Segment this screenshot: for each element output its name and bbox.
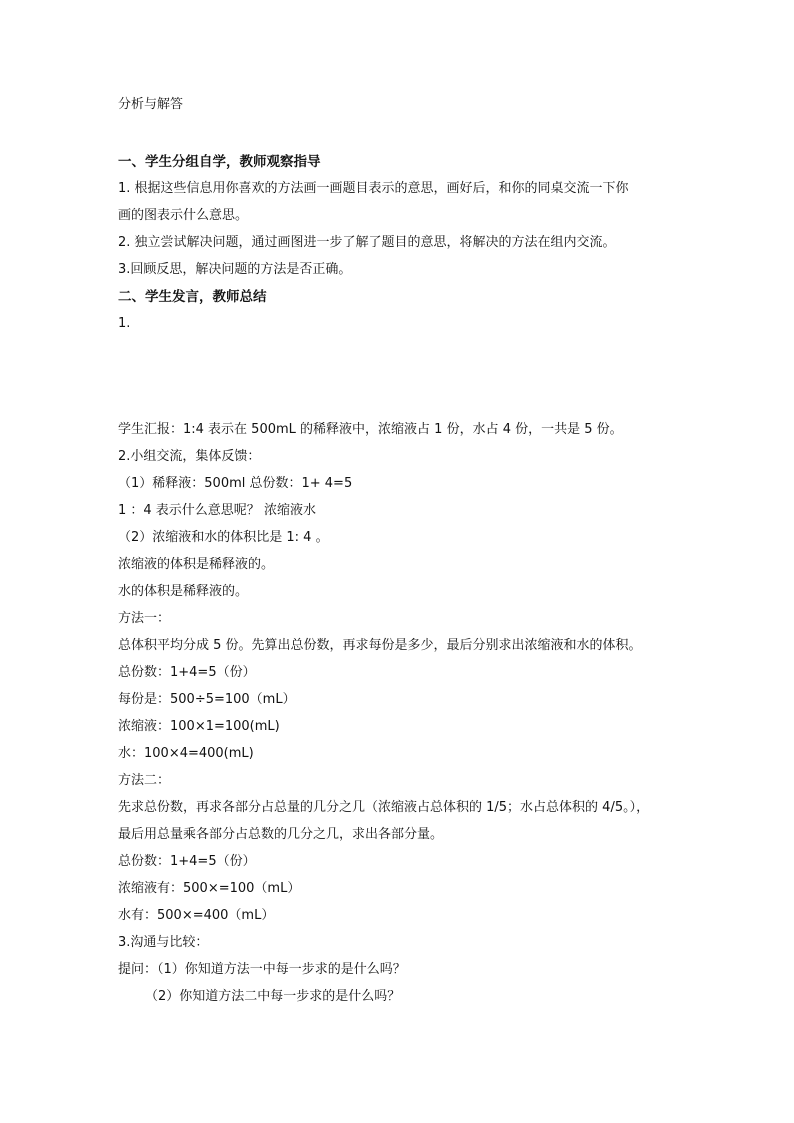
method-1-description: 总体积平均分成 5 份。先算出总份数，再求每份是多少，最后分别求出浓缩液和水的体积。 <box>118 638 642 653</box>
section-1-item-1-line-1: 1. 根据这些信息用你喜欢的方法画一画题目表示的意思，画好后，和你的同桌交流一下你 <box>118 181 629 196</box>
question-1: （1）稀释液：500ml 总份数：1+ 4=5 <box>118 476 353 491</box>
method-1-label: 方法一： <box>118 611 171 626</box>
section-2-item-3: 3.沟通与比较： <box>118 935 209 950</box>
water-fraction-text: 水的体积是稀释液的。 <box>118 584 249 599</box>
document-title: 分析与解答 <box>118 97 184 112</box>
method-1-total-parts: 总份数：1+4=5（份） <box>118 665 256 680</box>
ask-1: 提问：（1）你知道方法一中每一步求的是什么吗？ <box>118 962 406 977</box>
section-1-item-3: 3.回顾反思，解决问题的方法是否正确。 <box>118 262 352 277</box>
section-2-item-2: 2.小组交流，集体反馈： <box>118 449 261 464</box>
ratio-question: 1 ：4 表示什么意思呢？ 浓缩液水 <box>118 503 316 518</box>
method-2-total-parts: 总份数：1+4=5（份） <box>118 854 256 869</box>
section-1-heading: 一、学生分组自学，教师观察指导 <box>118 154 321 170</box>
method-2-water: 水有：500×=400（mL） <box>118 908 275 923</box>
concentrate-fraction-text: 浓缩液的体积是稀释液的。 <box>118 557 275 572</box>
method-2-label: 方法二： <box>118 773 171 788</box>
method-1-each-part: 每份是：500÷5=100（mL） <box>118 692 296 707</box>
section-2-heading: 二、学生发言，教师总结 <box>118 289 267 305</box>
method-2-concentrate: 浓缩液有：500×=100（mL） <box>118 881 301 896</box>
method-2-line-1: 先求总份数，再求各部分占总量的几分之几（浓缩液占总体积的 1/5；水占总体积的 4/5。）， <box>118 800 650 815</box>
student-report: 学生汇报：1:4 表示在 500mL 的稀释液中，浓缩液占 1 份，水占 4 份，一共是 5 份。 <box>118 422 623 437</box>
method-1-water: 水：100×4=400(mL) <box>118 746 254 761</box>
section-1-item-1-line-2: 画的图表示什么意思。 <box>118 208 249 223</box>
method-2-line-2: 最后用总量乘各部分占总数的几分之几，求出各部分量。 <box>118 827 444 842</box>
ask-2: （2）你知道方法二中每一步求的是什么吗？ <box>145 989 401 1004</box>
question-2: （2）浓缩液和水的体积比是 1: 4 。 <box>118 530 329 545</box>
method-1-concentrate: 浓缩液：100×1=100(mL) <box>118 719 280 734</box>
section-1-item-2: 2. 独立尝试解决问题，通过画图进一步了解了题目的意思，将解决的方法在组内交流。 <box>118 235 616 250</box>
section-2-item-1-number: 1. <box>118 316 131 331</box>
